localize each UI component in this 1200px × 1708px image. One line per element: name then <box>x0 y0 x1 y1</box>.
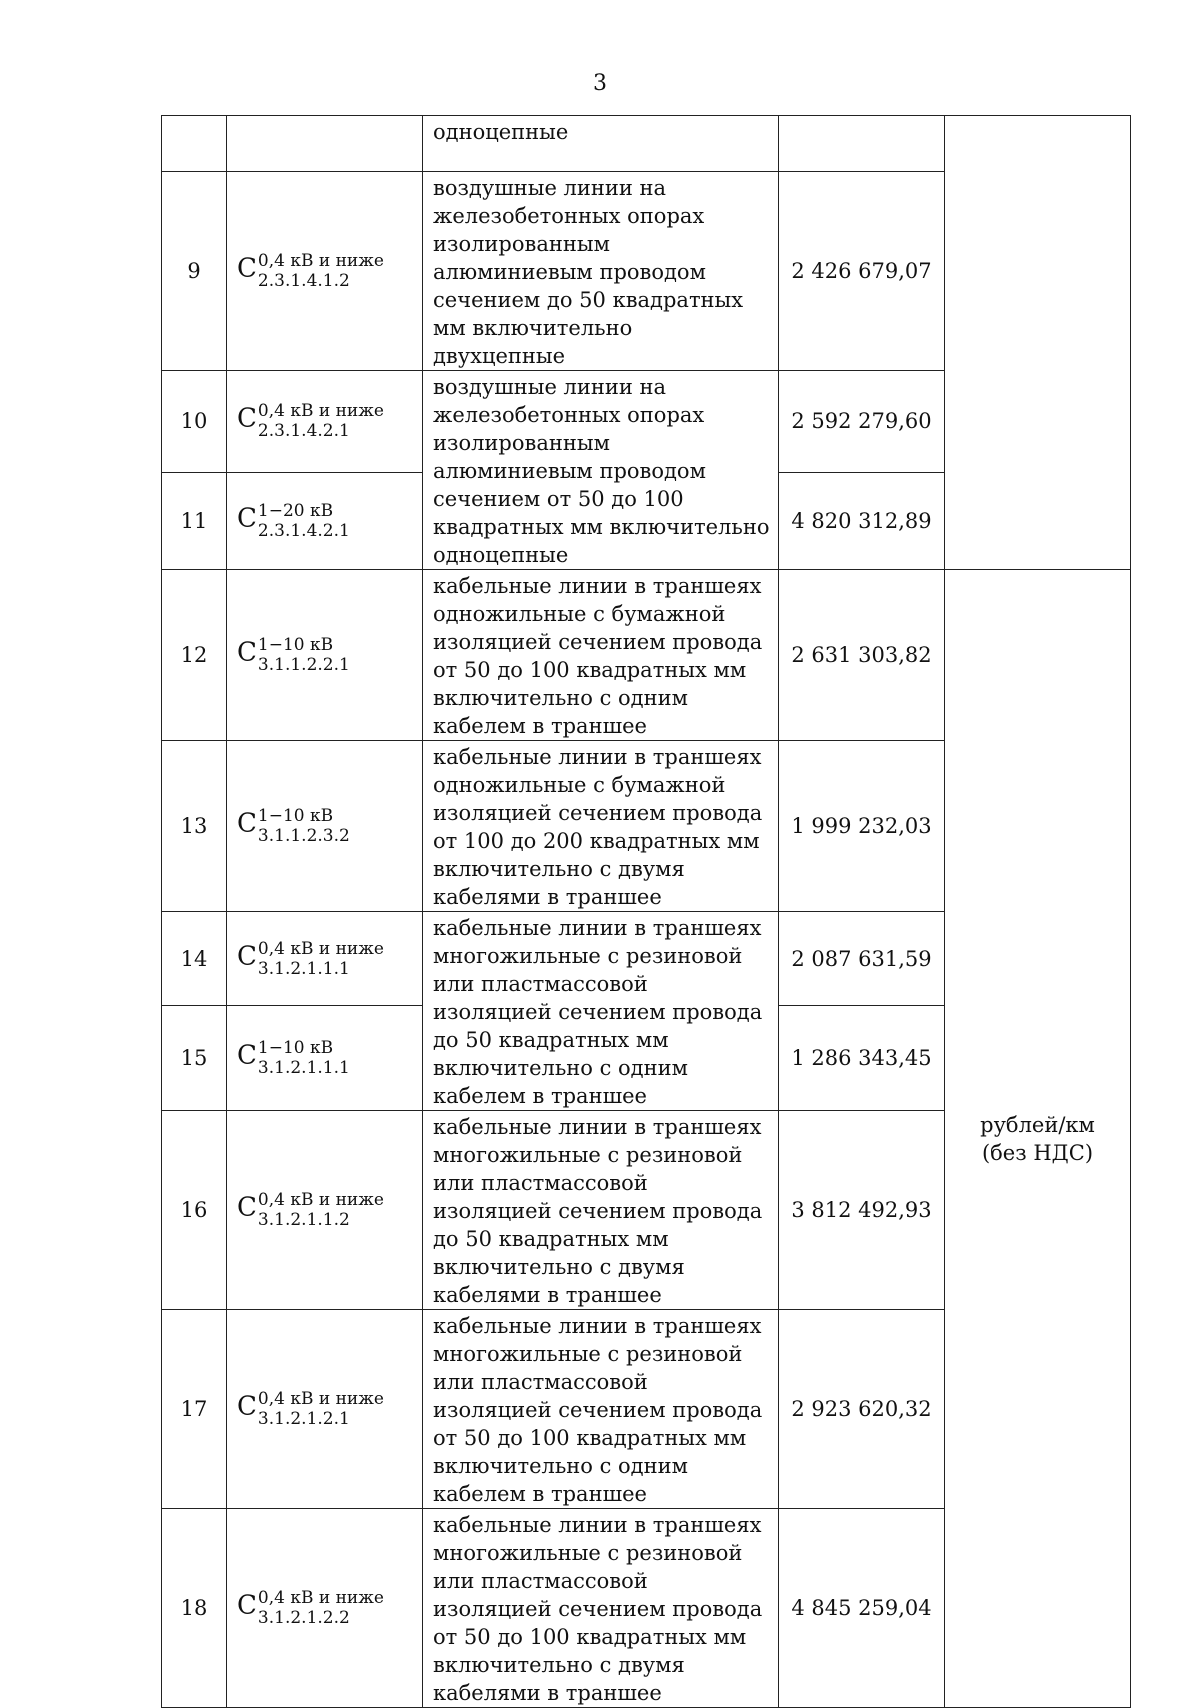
row-description: кабельные линии в траншеях многожильные с резиновой или пластмассовой изоляцией сечением провода от 50 до 100 квадратных мм включительно с двумя кабелями в траншее <box>423 1509 779 1708</box>
table-row <box>162 570 1131 741</box>
row-price: 3 812 492,93 <box>779 1111 945 1310</box>
row-number: 11 <box>162 472 227 569</box>
row-number: 16 <box>162 1111 227 1310</box>
row-description: воздушные линии на железобетонных опорах изолированным алюминиевым проводом сечением до 50 квадратных мм включительно двухцепные <box>423 172 779 371</box>
row-description: кабельные линии в траншеях многожильные с резиновой или пластмассовой изоляцией сечением провода до 50 квадратных мм включительно с одним кабелем в траншее <box>423 912 779 1111</box>
rate-code <box>227 1509 423 1708</box>
unit-vat-note: (без НДС) <box>981 1140 1094 1165</box>
code-voltage: 0,4 кВ и ниже <box>257 1389 384 1409</box>
row-number: 15 <box>162 1006 227 1111</box>
code-index: 2.3.1.4.2.1 <box>257 520 350 541</box>
row-number: 10 <box>162 371 227 473</box>
code-index: 3.1.2.1.1.1 <box>257 1058 350 1079</box>
rate-code <box>227 116 423 172</box>
code-voltage: 0,4 кВ и ниже <box>257 251 384 271</box>
code-index: 3.1.1.2.3.2 <box>257 826 350 846</box>
page-number: 3 <box>593 71 607 96</box>
code-index: 3.1.2.1.2.2 <box>257 1608 350 1628</box>
code-voltage: 0,4 кВ и ниже <box>257 938 384 959</box>
row-number: 13 <box>162 741 227 912</box>
code-letter: C <box>237 941 257 972</box>
row-price: 1 999 232,03 <box>779 741 945 912</box>
row-description: кабельные линии в траншеях многожильные с резиновой или пластмассовой изоляцией сечением провода до 50 квадратных мм включительно с двумя кабелями в траншее <box>423 1111 779 1310</box>
rate-code <box>227 570 423 741</box>
row-description: кабельные линии в траншеях одножильные с бумажной изоляцией сечением провода от 50 до 100 квадратных мм включительно с одним кабелем в траншее <box>423 570 779 741</box>
row-price <box>779 116 945 172</box>
row-number: 9 <box>162 172 227 371</box>
unit-cell-blank <box>945 116 1131 570</box>
row-description: кабельные линии в траншеях многожильные с резиновой или пластмассовой изоляцией сечением провода от 50 до 100 квадратных мм включительно с одним кабелем в траншее <box>423 1310 779 1509</box>
code-letter: C <box>237 808 257 839</box>
rate-code <box>227 1006 423 1111</box>
row-number <box>162 116 227 172</box>
code-voltage: 1−10 кВ <box>257 635 334 655</box>
row-description: кабельные линии в траншеях одножильные с бумажной изоляцией сечением провода от 100 до 200 квадратных мм включительно с двумя кабелями в траншее <box>423 741 779 912</box>
code-letter: C <box>237 253 257 284</box>
rate-table <box>161 115 1131 1708</box>
row-price: 2 923 620,32 <box>779 1310 945 1509</box>
code-voltage: 1−20 кВ <box>257 500 334 521</box>
code-letter: C <box>237 1192 257 1223</box>
row-number: 17 <box>162 1310 227 1509</box>
code-voltage: 0,4 кВ и ниже <box>257 401 384 422</box>
code-voltage: 1−10 кВ <box>257 1038 334 1059</box>
rate-code <box>227 741 423 912</box>
code-voltage: 0,4 кВ и ниже <box>257 1588 384 1608</box>
unit-cell <box>945 570 1131 1708</box>
code-index: 3.1.1.2.2.1 <box>257 655 350 675</box>
unit-label: рублей/км <box>980 1112 1095 1137</box>
row-price: 4 845 259,04 <box>779 1509 945 1708</box>
code-index: 3.1.2.1.2.1 <box>257 1409 350 1429</box>
row-price: 2 087 631,59 <box>779 912 945 1006</box>
rate-code <box>227 1111 423 1310</box>
code-letter: C <box>237 1590 257 1621</box>
code-letter: C <box>237 637 257 668</box>
code-index: 3.1.2.1.1.2 <box>257 1210 350 1230</box>
rate-code <box>227 472 423 569</box>
code-voltage: 0,4 кВ и ниже <box>257 1190 384 1210</box>
code-index: 2.3.1.4.1.2 <box>257 271 350 291</box>
rate-code <box>227 1310 423 1509</box>
row-price: 4 820 312,89 <box>779 472 945 569</box>
row-number: 18 <box>162 1509 227 1708</box>
rate-code <box>227 371 423 473</box>
rate-code <box>227 172 423 371</box>
code-index: 2.3.1.4.2.1 <box>257 421 350 442</box>
code-index: 3.1.2.1.1.1 <box>257 958 350 979</box>
row-price: 1 286 343,45 <box>779 1006 945 1111</box>
code-letter: C <box>237 1040 257 1071</box>
code-letter: C <box>237 1391 257 1422</box>
row-price: 2 592 279,60 <box>779 371 945 473</box>
rate-code <box>227 912 423 1006</box>
row-price: 2 426 679,07 <box>779 172 945 371</box>
row-number: 12 <box>162 570 227 741</box>
row-description: одноцепные <box>423 116 779 172</box>
row-price: 2 631 303,82 <box>779 570 945 741</box>
row-description: воздушные линии на железобетонных опорах изолированным алюминиевым проводом сечением от 50 до 100 квадратных мм включительно одноцепные <box>423 371 779 570</box>
code-letter: C <box>237 503 257 534</box>
code-voltage: 1−10 кВ <box>257 806 334 826</box>
code-letter: C <box>237 403 257 434</box>
table-row <box>162 116 1131 172</box>
row-number: 14 <box>162 912 227 1006</box>
